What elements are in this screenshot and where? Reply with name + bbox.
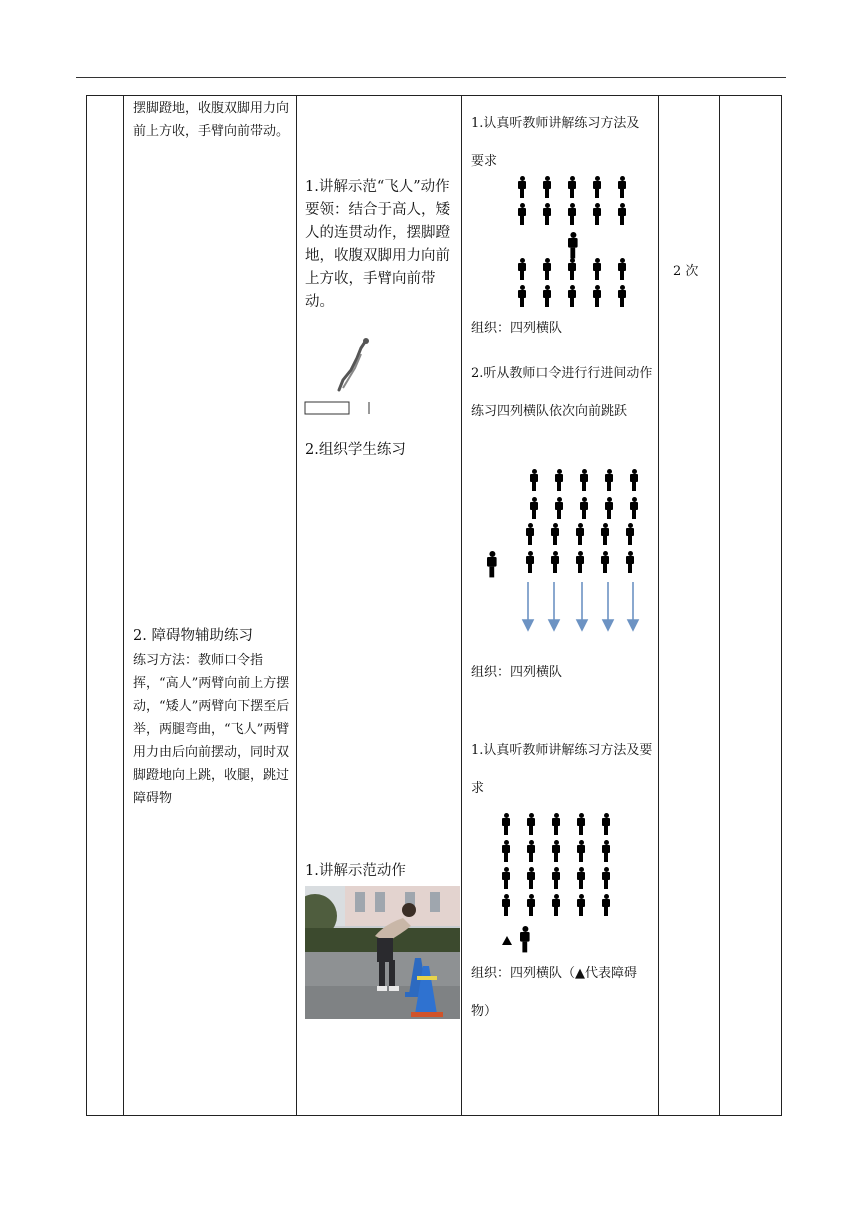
student-text-1: 1.认真听教师讲解练习方法及要求	[471, 116, 640, 169]
student-text-2: 2.听从教师口令进行行进间动作练习四列横队依次向前跳跃	[471, 366, 653, 419]
repetition-count: 2 次	[673, 264, 699, 279]
student-figure-icon	[527, 867, 535, 889]
student-figure-icon	[593, 285, 601, 307]
organization-label-2: 组织：四列横队	[471, 665, 563, 680]
student-figure-icon	[602, 840, 610, 862]
student-figure-icon	[518, 258, 526, 280]
teacher-figure-icon	[568, 232, 578, 258]
forward-arrows	[512, 576, 642, 636]
student-figure-icon	[527, 840, 535, 862]
student-figure-icon	[630, 469, 638, 491]
cell-teacher	[297, 96, 462, 1116]
student-figure-icon	[580, 497, 588, 519]
student-figure-icon	[518, 176, 526, 198]
student-figure-icon	[502, 840, 510, 862]
student-figure-icon	[618, 285, 626, 307]
student-figure-icon	[527, 894, 535, 916]
content-text-2: 练习方法：教师口令指挥，“高人”两臂向前上方摆动，“矮人”两臂向下摆至后举，两腿弯曲，“飞人”两臂用力由后向前摆动，同时双脚蹬地向上跳，收腿，跳过障碍物	[133, 653, 290, 806]
teacher-text-2: 2.组织学生练习	[305, 442, 406, 458]
student-figure-icon	[580, 469, 588, 491]
cell-notes	[720, 96, 782, 1116]
student-figure-icon	[593, 176, 601, 198]
student-figure-icon	[552, 813, 560, 835]
student-figure-icon	[568, 285, 576, 307]
organization-label-1: 组织：四列横队	[471, 321, 563, 336]
student-figure-icon	[530, 497, 538, 519]
content-text-1: 摆脚蹬地，收腹双脚用力向前上方收，手臂向前带动。	[133, 101, 290, 139]
student-figure-icon	[618, 258, 626, 280]
student-figure-icon	[552, 894, 560, 916]
student-figure-icon	[527, 813, 535, 835]
flying-figure-illustration	[303, 338, 383, 418]
student-figure-icon	[577, 894, 585, 916]
student-figure-icon	[543, 203, 551, 225]
student-figure-icon	[618, 203, 626, 225]
student-figure-icon	[543, 285, 551, 307]
student-figure-icon	[551, 523, 559, 545]
student-figure-icon	[602, 894, 610, 916]
organization-label-3: 组织：四列横队（▲代表障碍物）	[471, 966, 637, 1019]
teacher-text-1: 1.讲解示范“飞人”动作要领：结合于高人，矮人的连贯动作，摆脚蹬地，收腹双脚用力向前上方收，手臂向前带动。	[305, 179, 450, 310]
student-figure-icon	[577, 867, 585, 889]
student-figure-icon	[576, 523, 584, 545]
student-figure-icon	[543, 258, 551, 280]
student-figure-icon	[555, 497, 563, 519]
student-figure-icon	[626, 523, 634, 545]
student-figure-icon	[626, 551, 634, 573]
student-text-3: 1.认真听教师讲解练习方法及要求	[471, 743, 653, 796]
student-figure-icon	[602, 813, 610, 835]
student-figure-icon	[601, 551, 609, 573]
teacher-text-3: 1.讲解示范动作	[305, 863, 406, 879]
student-figure-icon	[568, 203, 576, 225]
student-figure-icon	[577, 840, 585, 862]
student-figure-icon	[552, 840, 560, 862]
student-figure-icon	[630, 497, 638, 519]
student-figure-icon	[605, 497, 613, 519]
student-figure-icon	[602, 867, 610, 889]
obstacle-triangle-icon	[502, 936, 512, 945]
student-figure-icon	[576, 551, 584, 573]
cell-index	[87, 96, 124, 1116]
student-figure-icon	[518, 203, 526, 225]
cell-content	[124, 96, 297, 1116]
student-figure-icon	[605, 469, 613, 491]
cell-count	[659, 96, 720, 1116]
lesson-plan-table	[86, 95, 782, 1116]
student-figure-icon	[568, 258, 576, 280]
student-figure-icon	[618, 176, 626, 198]
teacher-figure-icon	[520, 926, 530, 952]
student-figure-icon	[518, 285, 526, 307]
student-figure-icon	[543, 176, 551, 198]
student-figure-icon	[502, 894, 510, 916]
section-title-obstacle: 2. 障碍物辅助练习	[133, 628, 253, 644]
cell-student	[462, 96, 659, 1116]
student-figure-icon	[601, 523, 609, 545]
student-figure-icon	[552, 867, 560, 889]
student-figure-icon	[555, 469, 563, 491]
student-figure-icon	[502, 813, 510, 835]
student-figure-icon	[526, 551, 534, 573]
student-figure-icon	[577, 813, 585, 835]
student-figure-icon	[593, 203, 601, 225]
student-figure-icon	[551, 551, 559, 573]
student-figure-icon	[502, 867, 510, 889]
teacher-figure-icon	[487, 551, 497, 577]
student-figure-icon	[526, 523, 534, 545]
student-figure-icon	[593, 258, 601, 280]
student-figure-icon	[568, 176, 576, 198]
demonstration-photo	[305, 886, 460, 1019]
student-figure-icon	[530, 469, 538, 491]
header-rule	[76, 77, 786, 78]
